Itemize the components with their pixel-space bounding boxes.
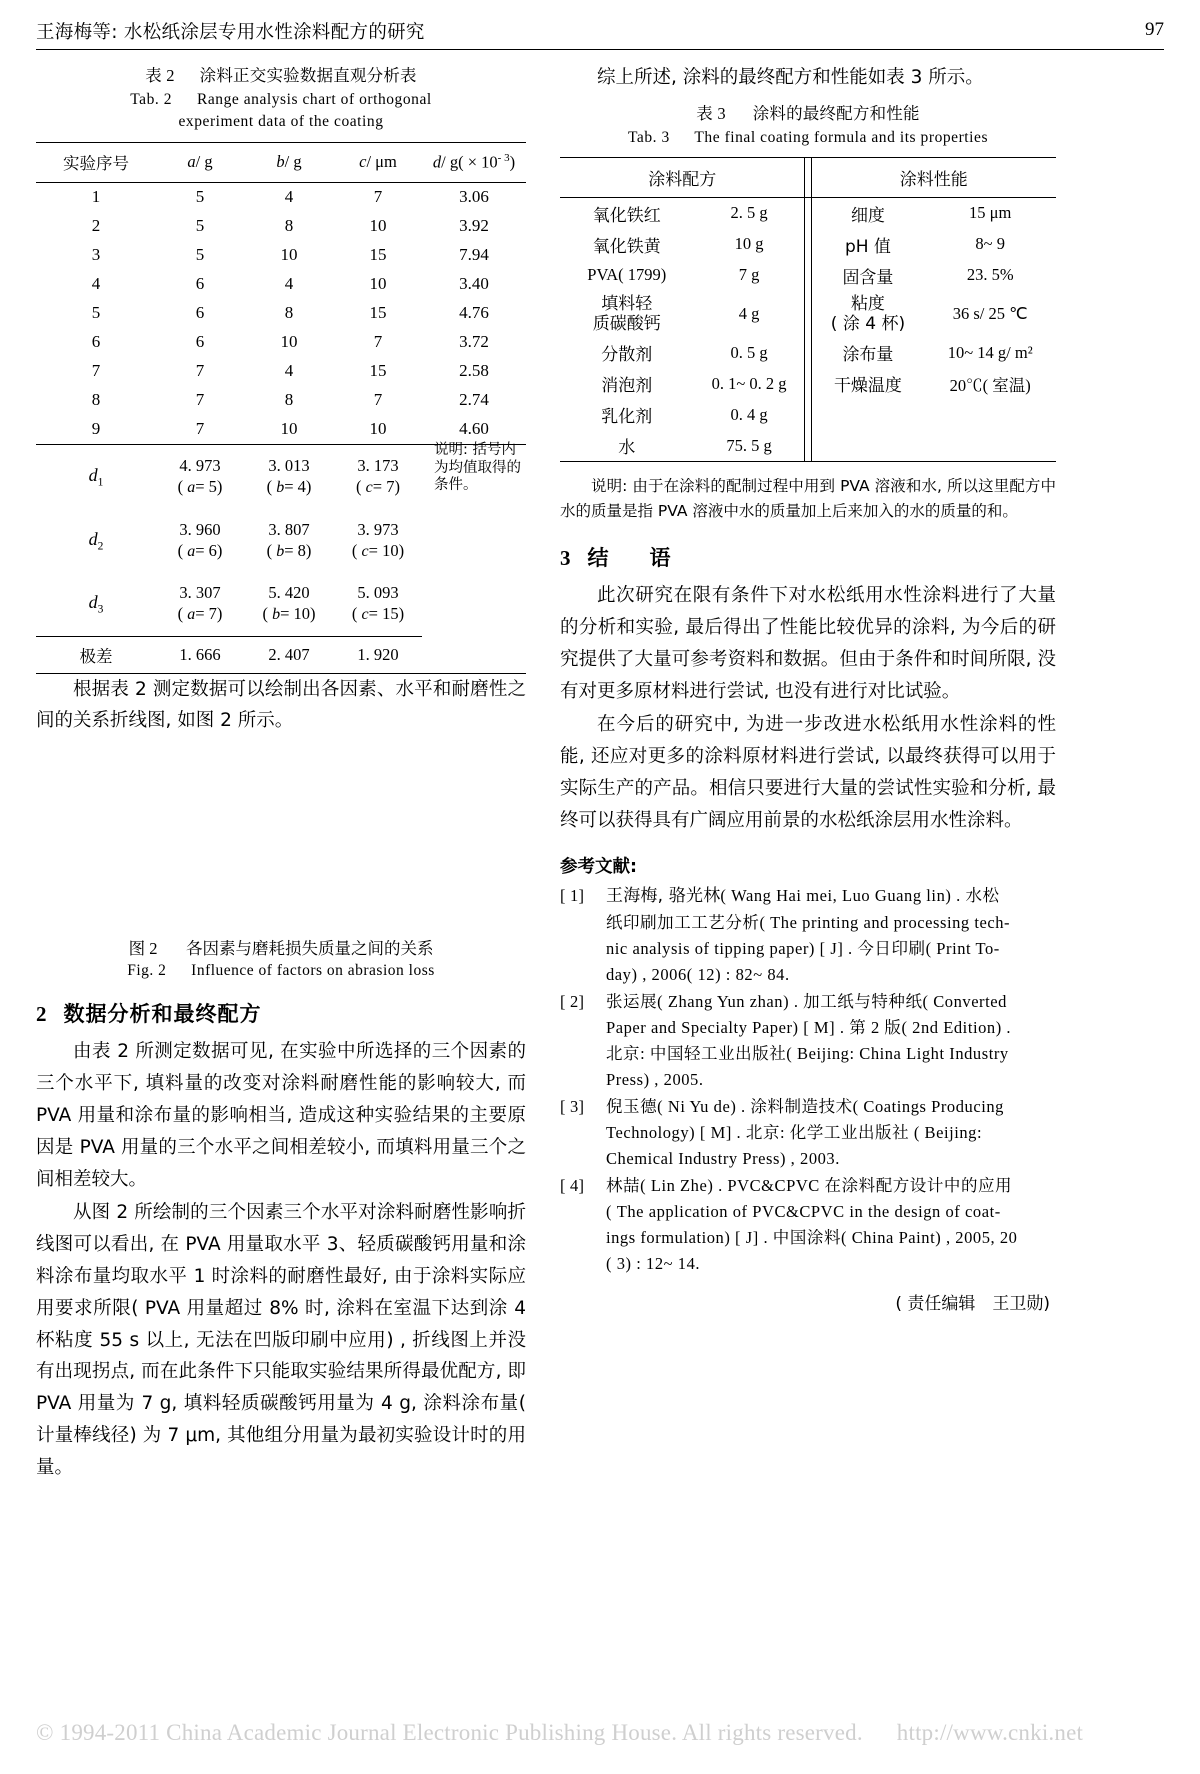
table3-property-name: 粘度 ( 涂 4 杯) [830,293,906,334]
table2-cell-d: 4.60 [459,419,489,439]
reference-line: ( The application of PVC&CPVC in the design of coat- [606,1202,1001,1222]
table2-cell-no: 2 [91,216,101,236]
figure2-title-cn: 各因素与磨耗损失质量之间的关系 [185,939,434,959]
table2-row [36,182,526,212]
table2-cell-b: 4 [284,187,294,207]
table2-range-a: 1. 666 [179,644,221,664]
table2-cell-c: 15 [369,303,387,323]
table3-property-name: 干燥温度 [833,376,902,396]
table2-col-header-a: a/ g [156,142,244,182]
table3-caption-cn [560,100,1056,124]
table3-row [560,291,1056,337]
table3-property-value: 8~ 9 [975,234,1005,254]
table2-cell-c: 10 [369,419,387,439]
table3-property-name: 细度 [850,205,885,226]
table2-cell-d: 4.76 [459,303,489,323]
figure2-title-en: Influence of factors on abrasion loss [191,962,435,980]
table2-mean-a: 4. 973 ( a= 5) [177,455,223,497]
table3-formula-name: 氧化铁黄 [592,236,661,257]
table3-formula-name: 消泡剂 [601,376,653,396]
table2-cell-b: 8 [284,390,294,410]
reference-line: day) , 2006( 12) : 82~ 84. [606,964,790,984]
references-heading: 参考文献: [560,856,637,877]
table2-cell-c: 10 [369,216,387,236]
table2-cell-d: 3.72 [459,332,489,352]
table2-row [36,212,526,241]
reference-line: Paper and Specialty Paper) [ M] . 第 2 版( 2nd Edition) . [606,1017,1012,1037]
table2-cell-no: 7 [91,361,101,381]
table2-range-label: 极差 [79,646,113,666]
table2-label-cn: 表 2 [145,66,175,85]
table2-mean-symbol: $d_2$ [88,528,104,553]
table2-mean-a: 3. 307 ( a= 7) [177,583,223,624]
reference-line: 林喆( Lin Zhe) . PVC&CPVC 在涂料配方设计中的应用 [606,1176,1013,1196]
table2-cell-no: 4 [91,274,101,294]
table3-row [560,260,1056,291]
table2-cell-c: 10 [369,274,387,294]
section2-title: 数据分析和最终配方 [63,1002,262,1027]
table2-cell-no: 6 [91,332,101,352]
table3-formula-value: 0. 1~ 0. 2 g [711,373,787,393]
table2-label-en: Tab. 2 [130,91,173,108]
table2-mean-symbol: $d_3$ [88,592,104,616]
reference-line: ings formulation) [ J] . 中国涂料( China Paint) , 2005, 20 [606,1228,1018,1248]
table2-cell-b: 8 [284,216,294,236]
table2-mean-b: 3. 807 ( b= 8) [266,519,312,560]
table2-row [36,270,526,299]
table2-cell-c: 7 [373,187,383,207]
table3-property-name [811,430,924,462]
table2-range-c: 1. 920 [357,644,399,664]
table2-caption-en [36,89,526,134]
table2-cell-a: 5 [195,216,205,236]
table2-col-header-d: d/ $g( \times 10^{- 3})$ [422,142,526,182]
section2-paragraph-1: 由表 2 所测定数据可见, 在实验中所选择的三个因素的三个水平下, 填料量的改变对涂料耐磨性能的影响较大, 而 PVA 用量和涂布量的影响相当, 造成这种实验结果的主要原因是 PVA 用量的三个水平之间相差较小, 而填料用量三个之间相差较大。 [36,1041,526,1190]
table3-formula-value: 2. 5 g [730,203,768,223]
right-leadin-line: 综上所述, 涂料的最终配方和性能如表 3 所示。 [597,67,984,88]
figure2-label-cn: 图 2 [128,939,158,959]
table2-cell-a: 7 [195,419,205,439]
table3-label-en: Tab. 3 [627,129,670,147]
reference-tag: [ 3] [560,1097,585,1117]
reference-line: 北京: 中国轻工业出版社( Beijing: China Light Industry [606,1043,1009,1063]
running-head [36,18,1164,52]
figure2-caption-en [36,962,526,980]
table2-range-b: 2. 407 [268,644,310,664]
table2-side-note: 说明: 括号内为均值取得的条件。 [434,441,521,494]
table2-row [36,328,526,357]
cnki-url: http://www.cnki.net [896,1720,1084,1745]
table2-cell-b: 10 [280,419,298,439]
reference-item [560,1094,1056,1172]
section3-title: 结 语 [587,546,681,571]
table2-mean-row [36,509,526,573]
figure2-label-en: Fig. 2 [127,962,167,980]
reference-item [560,883,1056,988]
table2-cell-b: 4 [284,274,294,294]
references-list [560,883,1056,1278]
section3-number: 3 [560,546,572,571]
table2-cell-d: 3.40 [459,274,489,294]
table2-cell-c: 7 [373,332,383,352]
left-paragraph-1: 根据表 2 测定数据可以绘制出各因素、水平和耐磨性之间的关系折线图, 如图 2 所示。 [36,678,526,732]
table2-mean-spacer [422,572,526,636]
table2-bottom-rule [36,673,526,674]
figure2-caption-cn [36,935,526,959]
table3-row [560,337,1056,368]
table3-property-value [924,399,1056,430]
reference-item [560,989,1056,1093]
table3-formula-name: 分散剂 [601,345,653,365]
table3-formula-value: 4 g [738,303,760,323]
page-number: 97 [1145,19,1164,40]
table3-formula-name: 乳化剂 [601,407,653,427]
table3-property-value: 15 μm [969,203,1012,223]
table2-mean-c: 3. 173 ( c= 7) [356,455,400,497]
table3-row [560,399,1056,430]
section2-heading [36,998,526,1028]
section2-number: 2 [36,1002,48,1027]
reference-line: nic analysis of tipping paper) [ J] . 今日印刷( Print To- [606,938,1000,958]
table3-property-value: 10~ 14 g/ m² [947,342,1033,362]
table2-mean-a: 3. 960 ( a= 6) [177,519,223,560]
table2-cell-d: 2.58 [459,361,489,381]
table2-cell-no: 3 [91,245,101,265]
table3-title-en: The final coating formula and its properties [694,129,989,147]
table3-formula-value: 75. 5 g [694,430,805,462]
table3-row [560,229,1056,260]
table2-cell-d: 3.06 [459,187,489,207]
table2-row [36,241,526,270]
table2-cell-c: 15 [369,361,387,381]
table2-mean-symbol: $d_1$ [88,464,104,489]
table2-cell-a: 5 [195,245,205,265]
figure2-plot-area [36,739,526,935]
table2-cell-b: 10 [280,332,298,352]
section2-paragraph-2: 从图 2 所绘制的三个因素三个水平对涂料耐磨性影响折线图可以看出, 在 PVA 用量取水平 3、轻质碳酸钙用量和涂料涂布量均取水平 1 时涂料的耐磨性最好, 由于涂料实际应用要求所限( PVA 用量超过 8% 时, 涂料在室温下达到涂 4 杯粘度 55 s 以上, 无法在凹版印刷中应用) , 折线图上并没有出现拐点, 而在此条件下只能取实验结果所得最优配方, 即 PVA 用量为 7 g, 填料轻质碳酸钙用量为 4 g, 涂料涂布量( 计量棒线径) 为 7 μm, 其他组分用量为最初实验设计时的用量。 [36,1202,526,1478]
table2-caption-cn [36,62,526,86]
table3 [560,157,1056,462]
table2-cell-b: 8 [284,303,294,323]
header-divider [36,49,1164,50]
reference-line: 张运展( Zhang Yun zhan) . 加工纸与特种纸( Converted [606,991,1007,1011]
table3-formula-value: 0. 4 g [730,404,768,424]
table2-cell-b: 10 [280,245,298,265]
table3-property-value [924,430,1056,462]
table3-head [560,157,1056,197]
table2-cell-no: 8 [91,390,101,410]
table2-cell-no: 9 [91,419,101,439]
table3-formula-name: 氧化铁红 [592,205,661,226]
table3-property-value: 36 s/ 25 ℃ [952,303,1028,323]
table2-cell-a: 7 [195,390,205,410]
table3-formula-value: 7 g [738,265,760,285]
table2-range-spacer [422,637,526,674]
table2-cell-a: 5 [195,187,205,207]
table3-label-cn: 表 3 [696,104,726,124]
table3-formula-value: 0. 5 g [730,342,768,362]
table2-mean-c: 3. 973 ( c= 10) [351,519,405,560]
table3-property-name: pH 值 [844,236,891,257]
right-column [560,62,1056,1314]
reference-tag: [ 1] [560,885,585,905]
table2-range-row [36,637,526,674]
table2-mean-b: 5. 420 ( b= 10) [262,583,316,624]
table2-head [36,142,526,182]
table3-row [560,430,1056,462]
reference-line: Chemical Industry Press) , 2003. [606,1149,840,1169]
table2-col-header-no: 实验序号 [36,142,156,182]
table2-row [36,386,526,415]
table3-group-header-property: 涂料性能 [811,157,1056,197]
reference-line: ( 3) : 12~ 14. [606,1254,701,1274]
table2-row [36,415,526,445]
reference-line: 纸印刷加工工艺分析( The printing and processing tech- [606,912,1011,932]
table2-cell-d: 3.92 [459,216,489,236]
table2-cell-a: 7 [195,361,205,381]
table2-title-en-l1: Range analysis chart of orthogonal [196,91,432,108]
table3-formula-name: PVA( 1799) [587,265,667,285]
table3-property-name [811,399,924,430]
table2-row [36,357,526,386]
table2-cell-b: 4 [284,361,294,381]
table2-cell-no: 1 [91,187,101,207]
table3-note: 说明: 由于在涂料的配制过程中用到 PVA 溶液和水, 所以这里配方中水的质量是指 PVA 溶液中水的质量加上后来加入的水的质量的和。 [560,477,1056,521]
table2-cell-d: 2.74 [459,390,489,410]
table2-cell-a: 6 [195,274,205,294]
table3-property-name: 涂布量 [842,345,894,365]
table3-property-value: 20℃( 室温) [949,375,1031,395]
left-column [36,62,526,1486]
reference-line: Press) , 2005. [606,1069,704,1089]
table2-cell-c: 15 [369,245,387,265]
table2-col-header-b: b/ g [244,142,334,182]
table3-formula-value: 10 g [734,234,764,254]
table3-caption-en [560,127,1056,149]
reference-tag: [ 2] [560,991,585,1011]
section3-heading [560,542,1056,572]
table3-property-value: 23. 5% [966,265,1014,285]
table2-mean-spacer [422,509,526,573]
table3-property-name: 固含量 [842,267,894,288]
table2-cell-a: 6 [195,332,205,352]
table2-row [36,299,526,328]
table2 [36,142,526,674]
reference-item [560,1173,1056,1277]
section3-paragraph-2: 在今后的研究中, 为进一步改进水松纸用水性涂料的性能, 还应对更多的涂料原材料进行尝试, 以最终获得可以用于实际生产的产品。相信只要进行大量的尝试性实验和分析, 最终可以获得具有广阔应用前景的水松纸涂层用水性涂料。 [560,714,1056,831]
table2-title-cn: 涂料正交实验数据直观分析表 [199,66,417,85]
table2-wrapper [36,142,526,674]
table2-cell-c: 7 [373,390,383,410]
table2-title-en-l2: experiment data of the coating [178,113,384,131]
copyright-text: © 1994-2011 China Academic Journal Electronic Publishing House. All rights reserved. [36,1720,863,1745]
table3-formula-name: 水 [560,430,694,462]
table2-mean-c: 5. 093 ( c= 15) [351,583,405,624]
table3-row [560,368,1056,399]
table2-mean-b: 3. 013 ( b= 4) [266,455,312,497]
section3-paragraph-1: 此次研究在限有条件下对水松纸用水性涂料进行了大量的分析和实验, 最后得出了性能比较优异的涂料, 为今后的研究提供了大量可参考资料和数据。但由于条件和时间所限, 没有对更多原材料进行尝试, 也没有进行对比试验。 [560,585,1056,702]
table3-row [560,197,1056,229]
table2-body [36,182,526,673]
reference-line: Technology) [ M] . 北京: 化学工业出版社 ( Beijing: [606,1123,983,1143]
table3-formula-name: 填料轻 质碳酸钙 [592,293,661,334]
table2-cell-d: 7.94 [459,245,489,265]
reference-tag: [ 4] [560,1176,585,1196]
copyright-watermark [36,1720,1164,1746]
table3-group-header-formula: 涂料配方 [560,157,805,197]
table2-col-header-c: c/ μm [334,142,422,182]
reference-line: 王海梅, 骆光林( Wang Hai mei, Luo Guang lin) . 水松 [606,885,1000,906]
table2-mean-row [36,572,526,636]
table2-cell-a: 6 [195,303,205,323]
responsible-editor: ( 责任编辑 王卫勋) [895,1294,1050,1315]
reference-line: 倪玉德( Ni Yu de) . 涂料制造技术( Coatings Producing [606,1097,1004,1117]
table3-title-cn: 涂料的最终配方和性能 [752,104,920,124]
table2-cell-no: 5 [91,303,101,323]
table3-body [560,197,1056,461]
running-head-title: 王海梅等: 水松纸涂层专用水性涂料配方的研究 [36,22,425,43]
